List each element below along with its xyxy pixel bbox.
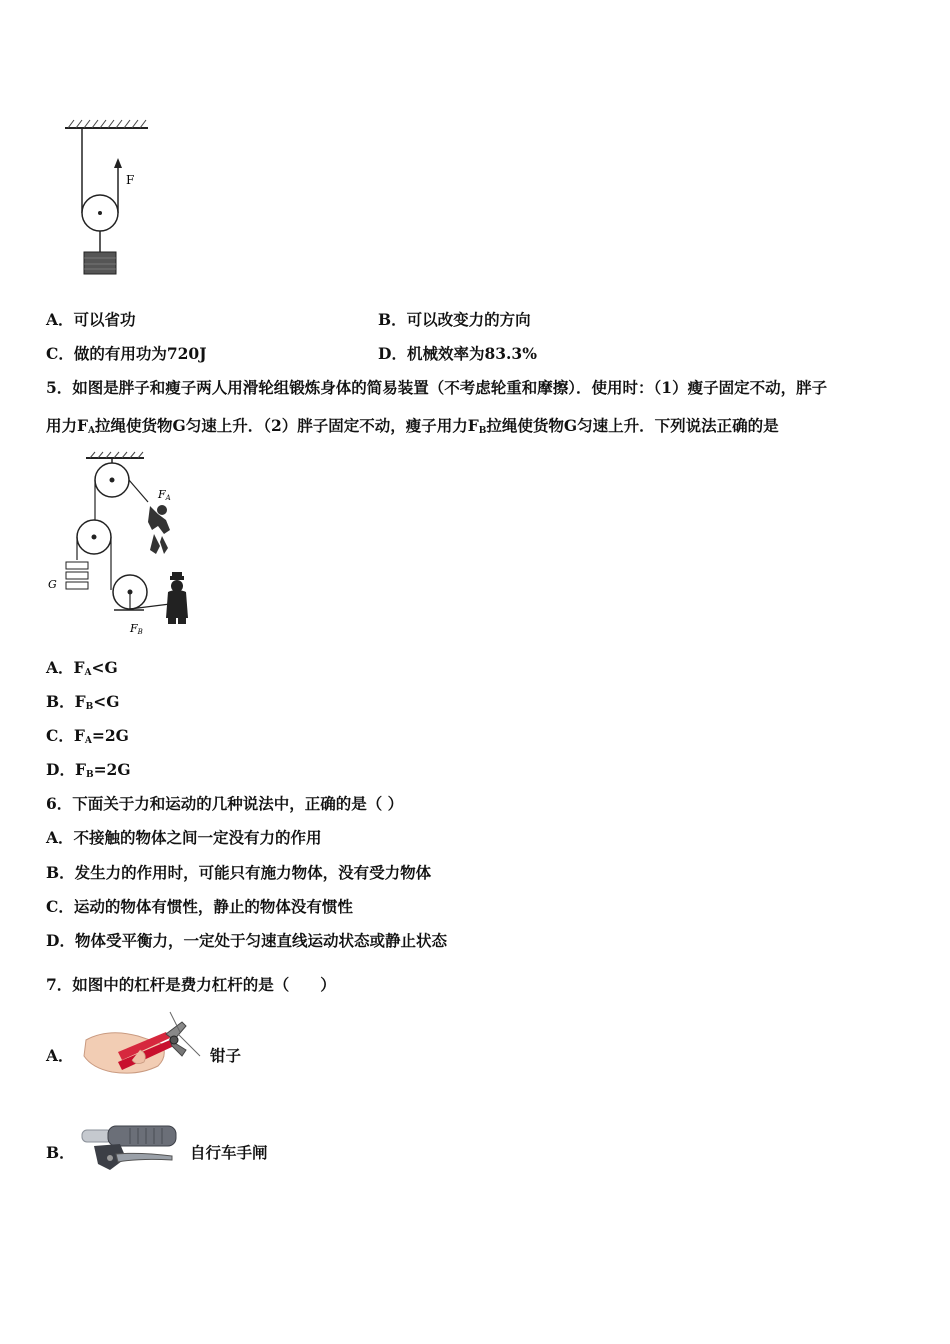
q5-option-c: C．$F_A=2G$ xyxy=(46,726,129,746)
q7-option-b-label: 自行车手闸 xyxy=(190,1143,268,1162)
q5-option-b: B．$F_B<G$ xyxy=(46,692,120,712)
q4-option-c: C．做的有用功为720J xyxy=(46,344,207,363)
svg-text:FB: FB xyxy=(130,622,143,636)
q6-option-b: B．发生力的作用时，可能只有施力物体，没有受力物体 xyxy=(46,863,432,882)
q5-option-d: D．$F_B=2G$ xyxy=(46,760,131,780)
g-label: G xyxy=(48,578,57,591)
q7-option-a-letter: A． xyxy=(46,1046,74,1065)
bike-brake-image xyxy=(80,1118,182,1176)
pliers-image xyxy=(78,1010,210,1082)
pulley-system-figure xyxy=(44,450,204,640)
q6-option-c: C．运动的物体有惯性，静止的物体没有惯性 xyxy=(46,897,353,916)
movable-pulley-figure xyxy=(60,118,160,280)
svg-text:FA: FA xyxy=(158,488,171,502)
fa-label: F xyxy=(158,488,166,501)
q5-stem-line1: 5．如图是胖子和瘦子两人用滑轮组锻炼身体的简易装置（不考虑轮重和摩擦）．使用时：（1）瘦子固定不动，胖子 xyxy=(46,378,828,397)
q6-option-a: A．不接触的物体之间一定没有力的作用 xyxy=(46,828,322,847)
force-label: F xyxy=(126,173,135,187)
q4-option-d: D．机械效率为83.3% xyxy=(378,344,537,363)
q7-stem: 7．如图中的杠杆是费力杠杆的是（ ） xyxy=(46,975,336,994)
q6-option-d: D．物体受平衡力，一定处于匀速直线运动状态或静止状态 xyxy=(46,931,447,950)
q7-option-a-label: 钳子 xyxy=(210,1046,242,1065)
q5-stem-line2: 用力$F_A$拉绳使货物G匀速上升．（2）胖子固定不动，瘦子用力$F_B$拉绳使货物G匀速上升．下列说法正确的是 xyxy=(46,416,779,436)
q6-stem: 6．下面关于力和运动的几种说法中，正确的是（ ） xyxy=(46,794,404,813)
q4-option-a: A．可以省功 xyxy=(46,310,136,329)
q4-option-b: B．可以改变力的方向 xyxy=(378,310,531,329)
fb-label: F xyxy=(130,622,138,635)
q5-option-a: A．$F_A<G$ xyxy=(46,658,118,678)
q7-option-b-letter: B． xyxy=(46,1143,75,1162)
